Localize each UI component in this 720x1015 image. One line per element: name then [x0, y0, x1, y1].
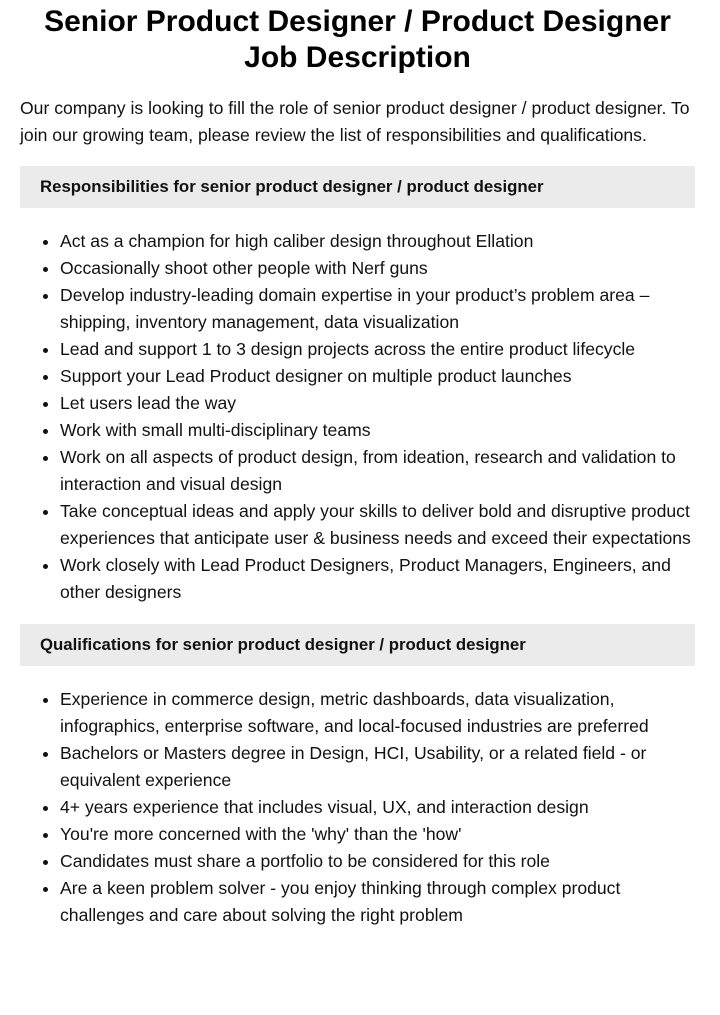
job-description-page: [0, 4, 720, 929]
list-item: • Take conceptual ideas and apply your skills to deliver bold and disruptive product experiences that anticipate user & business needs and exceed their expectations: [60, 498, 695, 552]
list-item: • Candidates must share a portfolio to be considered for this role: [60, 848, 695, 875]
page-title: Senior Product Designer / Product Designer Job Description: [44, 5, 671, 74]
list-item: • Bachelors or Masters degree in Design, HCI, Usability, or a related field - or equivalent experience: [60, 740, 695, 794]
list-item: • Act as a champion for high caliber design throughout Ellation: [60, 228, 695, 255]
list-item: • Work closely with Lead Product Designers, Product Managers, Engineers, and other designers: [60, 552, 695, 606]
list-item: • You're more concerned with the 'why' than the 'how': [60, 821, 695, 848]
list-item: • Develop industry-leading domain expertise in your product’s problem area – shipping, inventory management, data visualization: [60, 282, 695, 336]
list-item: • Support your Lead Product designer on multiple product launches: [60, 363, 695, 390]
list-item: • 4+ years experience that includes visual, UX, and interaction design: [60, 794, 695, 821]
list-item: • Are a keen problem solver - you enjoy thinking through complex product challenges and care about solving the right problem: [60, 875, 695, 929]
qualifications-heading: Qualifications for senior product designer / product designer: [20, 624, 695, 666]
qualifications-list: [20, 686, 695, 929]
list-item: • Lead and support 1 to 3 design projects across the entire product lifecycle: [60, 336, 695, 363]
list-item: • Work on all aspects of product design, from ideation, research and validation to interaction and visual design: [60, 444, 695, 498]
list-item: • Occasionally shoot other people with Nerf guns: [60, 255, 695, 282]
responsibilities-heading: Responsibilities for senior product designer / product designer: [20, 166, 695, 208]
list-item: • Work with small multi-disciplinary teams: [60, 417, 695, 444]
list-item: • Experience in commerce design, metric dashboards, data visualization, infographics, enterprise software, and local-focused industries are preferred: [60, 686, 695, 740]
responsibilities-list: [20, 228, 695, 606]
intro-paragraph: Our company is looking to fill the role of senior product designer / product designer. To join our growing team, please review the list of responsibilities and qualifications.: [20, 98, 690, 145]
list-item: • Let users lead the way: [60, 390, 695, 417]
